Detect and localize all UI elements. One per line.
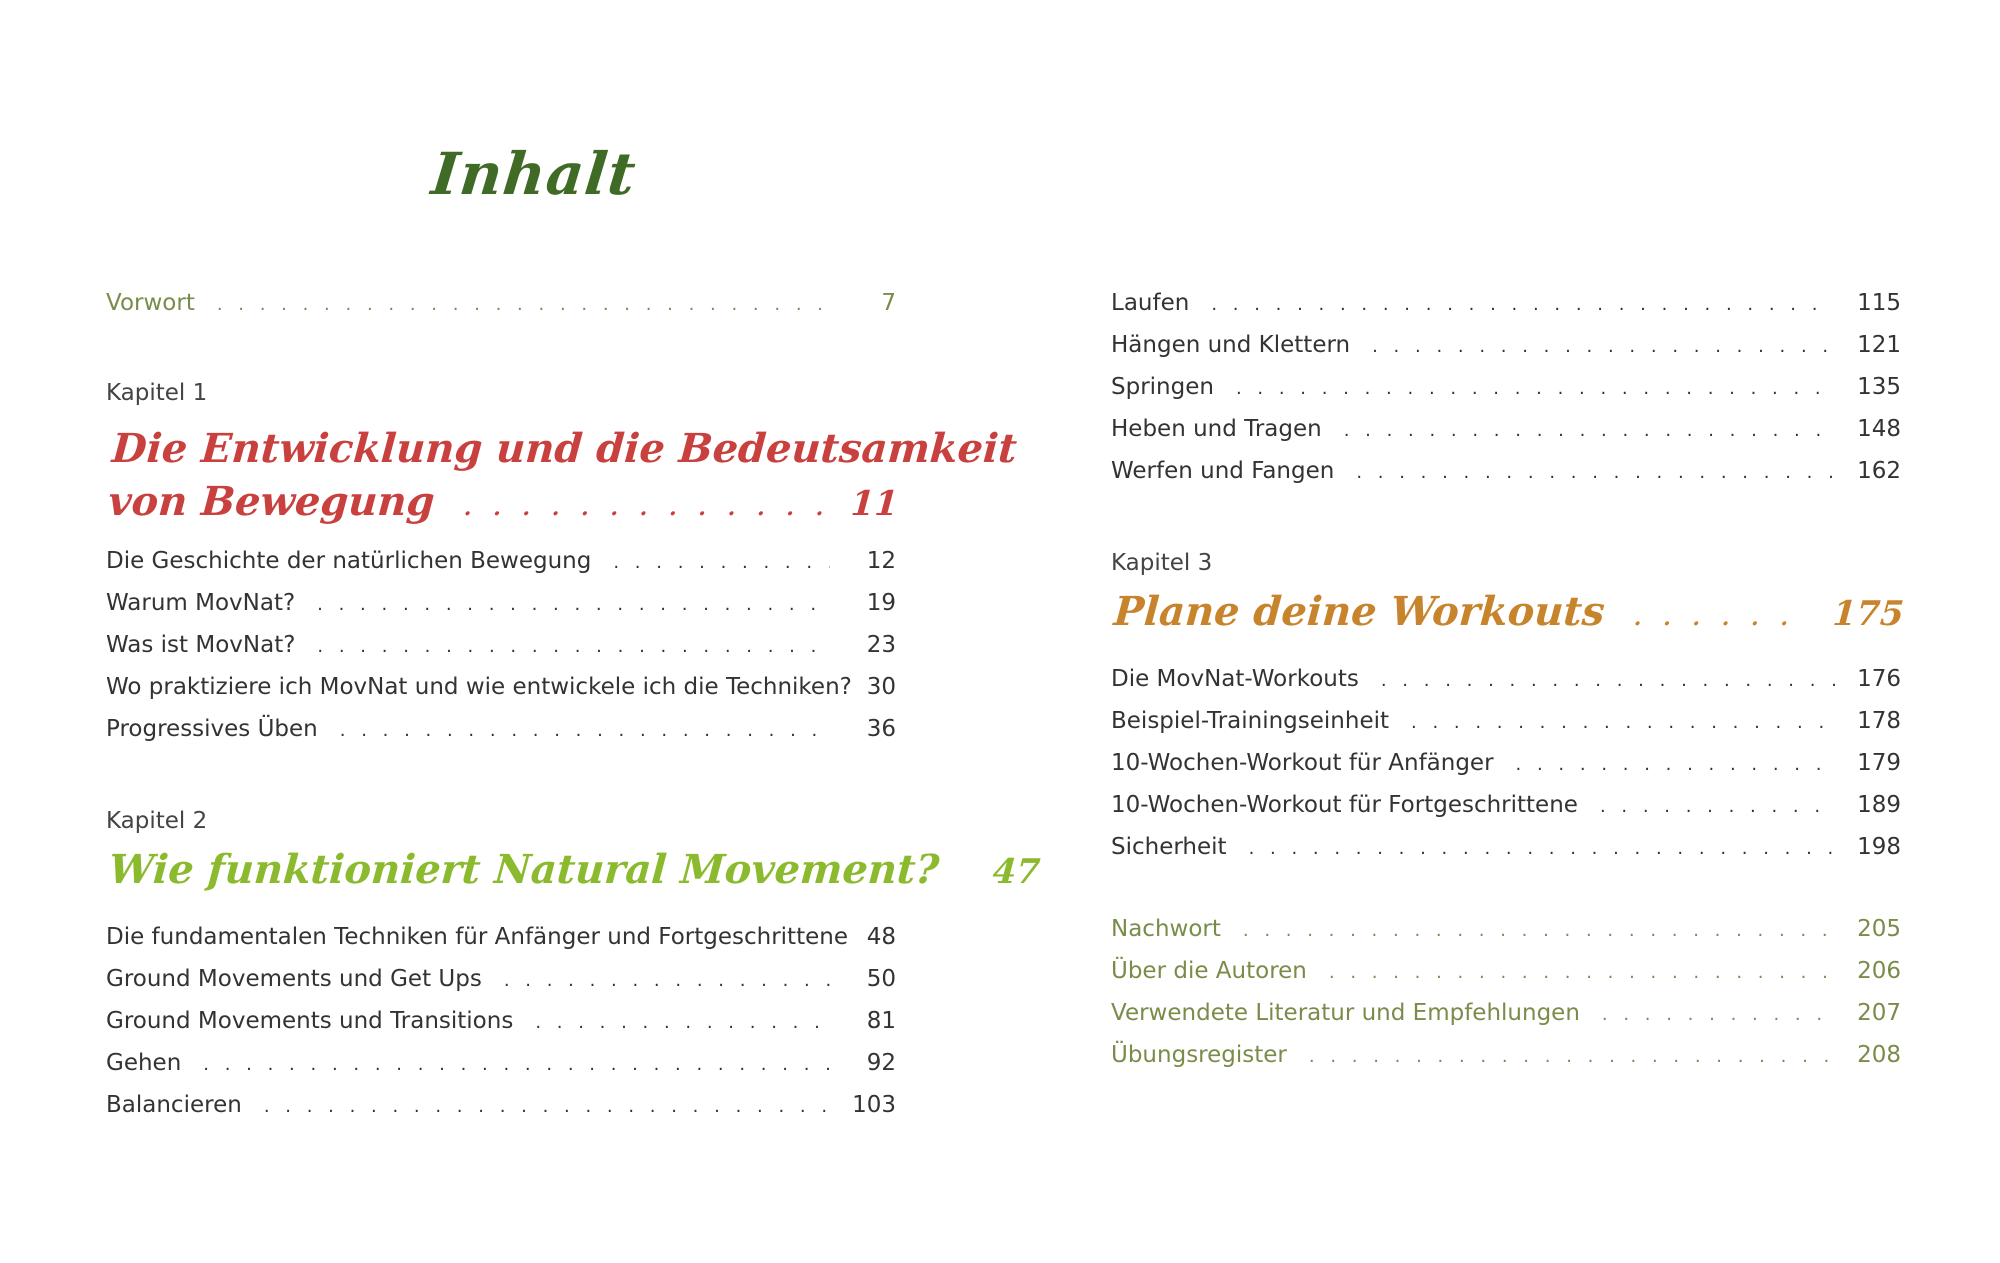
- toc-entry-autoren[interactable]: [1111, 958, 1901, 1000]
- toc-entry[interactable]: [1111, 834, 1901, 876]
- dot-leader: [1236, 378, 1835, 399]
- dot-leader: [613, 552, 830, 573]
- toc-entry[interactable]: [106, 548, 896, 590]
- toc-entry-uebungsregister[interactable]: [1111, 1042, 1901, 1084]
- dot-leader: [1211, 294, 1835, 315]
- dot-leader: [1344, 420, 1835, 441]
- toc-entry-page: 48: [866, 924, 896, 950]
- dot-leader: [1381, 670, 1835, 691]
- toc-entry-label: Übungsregister: [1111, 1042, 1287, 1068]
- toc-entry-label: Hängen und Klettern: [1111, 332, 1351, 358]
- toc-entry-label: Die Geschichte der natürlichen Bewegung: [106, 548, 592, 574]
- toc-entry-page: 103: [852, 1092, 896, 1118]
- toc-entry-label: Progressives Üben: [106, 716, 318, 742]
- dot-leader: [463, 495, 827, 521]
- chapter-3-title[interactable]: [1111, 588, 1906, 654]
- dot-leader: [1243, 920, 1835, 941]
- toc-entry-page: 19: [866, 590, 896, 616]
- toc-entry-label: 10-Wochen-Workout für Anfänger: [1111, 750, 1494, 776]
- toc-entry-label: Verwendete Literatur und Empfehlungen: [1111, 1000, 1580, 1026]
- toc-entry-label: Die MovNat-Workouts: [1111, 666, 1359, 692]
- toc-entry-page: 162: [1857, 458, 1901, 484]
- toc-entry-label: Beispiel-Trainingseinheit: [1111, 708, 1390, 734]
- toc-entry-vorwort[interactable]: [106, 290, 896, 332]
- toc-right-column: [1111, 290, 1906, 1084]
- dot-leader: [1516, 754, 1835, 775]
- dot-leader: [317, 636, 830, 657]
- toc-entry-label: Balancieren: [106, 1092, 242, 1118]
- toc-entry-label: Ground Movements und Transitions: [106, 1008, 514, 1034]
- toc-entry[interactable]: [1111, 708, 1901, 750]
- dot-leader: [264, 1096, 830, 1117]
- toc-entry-label: Was ist MovNat?: [106, 632, 296, 658]
- toc-entry-page: 207: [1857, 1000, 1901, 1026]
- toc-entry[interactable]: [106, 1008, 896, 1050]
- toc-entry-page: 178: [1857, 708, 1901, 734]
- toc-entry[interactable]: [1111, 374, 1901, 416]
- toc-entry-page: 205: [1857, 916, 1901, 942]
- toc-entry-page: 81: [866, 1008, 896, 1034]
- toc-entry-page: 92: [866, 1050, 896, 1076]
- toc-entry-page: 206: [1857, 958, 1901, 984]
- toc-entry-page: 189: [1857, 792, 1901, 818]
- toc-entry-page: 135: [1857, 374, 1901, 400]
- toc-entry-label: Gehen: [106, 1050, 182, 1076]
- toc-entry[interactable]: [1111, 458, 1901, 500]
- toc-entry-label: Springen: [1111, 374, 1214, 400]
- toc-entry-label: 10-Wochen-Workout für Fortgeschrittene: [1111, 792, 1578, 818]
- toc-entry-page: 198: [1857, 834, 1901, 860]
- dot-leader: [1411, 712, 1835, 733]
- toc-entry[interactable]: [106, 674, 896, 716]
- toc-entry-page: 12: [866, 548, 896, 574]
- chapter-1-label: Kapitel 1: [106, 380, 208, 406]
- dot-leader: [203, 1054, 830, 1075]
- toc-entry[interactable]: [1111, 666, 1901, 708]
- dot-leader: [1600, 796, 1835, 817]
- toc-entry[interactable]: [1111, 792, 1901, 834]
- toc-entry-label: Vorwort: [106, 290, 195, 316]
- chapter-2-label: Kapitel 2: [106, 808, 208, 834]
- toc-entry-page: 179: [1857, 750, 1901, 776]
- toc-entry-page: 23: [866, 632, 896, 658]
- toc-entry[interactable]: [1111, 750, 1901, 792]
- toc-entry-label: Laufen: [1111, 290, 1190, 316]
- toc-entry-label: Werfen und Fangen: [1111, 458, 1335, 484]
- toc-entry-page: 208: [1857, 1042, 1901, 1068]
- dot-leader: [340, 720, 830, 741]
- toc-entry[interactable]: [106, 966, 896, 1008]
- toc-entry-literatur[interactable]: [1111, 1000, 1901, 1042]
- toc-entry-page: 115: [1857, 290, 1901, 316]
- toc-entry[interactable]: [106, 716, 896, 758]
- toc-entry-page: 50: [866, 966, 896, 992]
- chapter-1-title[interactable]: [106, 420, 1019, 536]
- toc-entry-label: Die fundamentalen Techniken für Anfänger und Fortgeschrittene: [106, 924, 848, 950]
- toc-entry-label: Nachwort: [1111, 916, 1221, 942]
- toc-entry-label: Ground Movements und Get Ups: [106, 966, 482, 992]
- dot-leader: [968, 863, 970, 889]
- toc-entry-page: 121: [1857, 332, 1901, 358]
- chapter-3-label: Kapitel 3: [1111, 550, 1213, 576]
- chapter-page: 11: [849, 484, 900, 524]
- toc-left-column: [106, 290, 1042, 1134]
- dot-leader: [217, 294, 830, 315]
- dot-leader: [1633, 605, 1809, 631]
- toc-entry-label: Heben und Tragen: [1111, 416, 1322, 442]
- toc-entry-page: 36: [866, 716, 896, 742]
- page-title: Inhalt: [428, 140, 640, 208]
- toc-entry-page: 7: [881, 290, 896, 316]
- dot-leader: [1372, 336, 1835, 357]
- dot-leader: [1309, 1046, 1835, 1067]
- toc-entry[interactable]: [106, 1050, 896, 1092]
- toc-entry-page: 148: [1857, 416, 1901, 442]
- toc-entry-label: Wo praktiziere ich MovNat und wie entwickele ich die Techniken?: [106, 674, 852, 700]
- toc-entry-page: 176: [1857, 666, 1901, 692]
- toc-entry-nachwort[interactable]: [1111, 916, 1901, 958]
- toc-entry-label: Warum MovNat?: [106, 590, 296, 616]
- dot-leader: [317, 594, 830, 615]
- dot-leader: [1329, 962, 1835, 983]
- dot-leader: [504, 970, 830, 991]
- toc-entry[interactable]: [106, 1092, 896, 1134]
- toc-entry-label: Über die Autoren: [1111, 958, 1307, 984]
- chapter-title-line: Plane deine Workouts: [1112, 588, 1607, 635]
- dot-leader: [1249, 838, 1835, 859]
- chapter-2-title[interactable]: [106, 846, 1042, 912]
- toc-entry[interactable]: [106, 632, 896, 674]
- dot-leader: [1356, 462, 1835, 483]
- toc-entry[interactable]: [1111, 332, 1901, 374]
- toc-entry[interactable]: [1111, 290, 1901, 332]
- toc-entry[interactable]: [1111, 416, 1901, 458]
- dot-leader: [535, 1012, 830, 1033]
- chapter-page: 175: [1831, 594, 1906, 634]
- toc-entry-page: 30: [866, 674, 896, 700]
- chapter-title-line: von Bewegung: [106, 478, 437, 525]
- dot-leader: [1602, 1004, 1835, 1025]
- chapter-page: 47: [991, 852, 1042, 892]
- toc-entry-label: Sicherheit: [1111, 834, 1227, 860]
- toc-entry[interactable]: [106, 924, 896, 966]
- chapter-title-line: Die Entwicklung und die Bedeutsamkeit: [110, 425, 1019, 472]
- chapter-title-line: Wie funktioniert Natural Movement?: [107, 846, 941, 893]
- toc-entry[interactable]: [106, 590, 896, 632]
